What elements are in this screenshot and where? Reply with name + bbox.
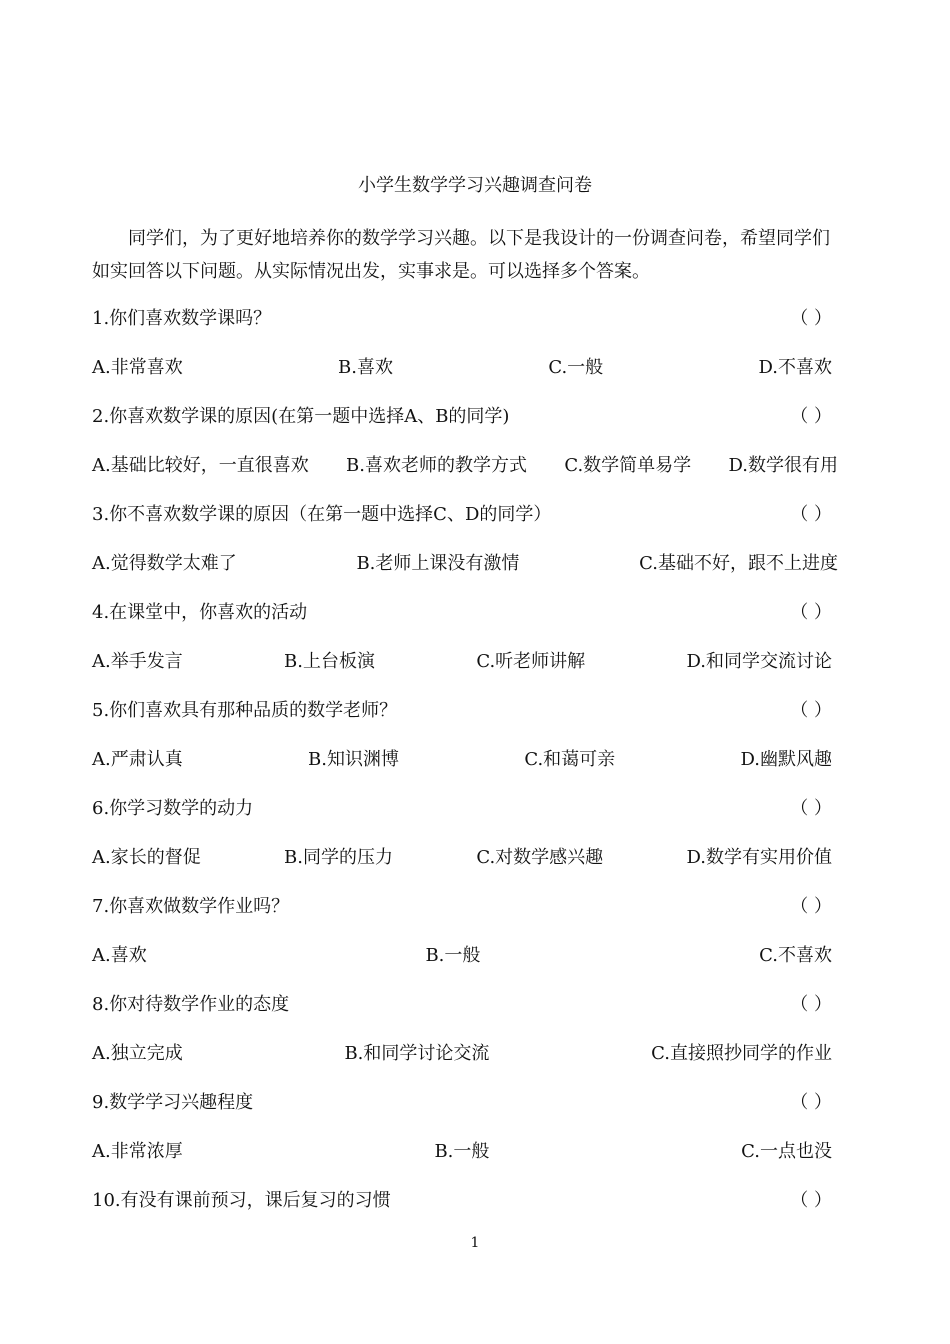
answer-blank[interactable]: （ ） <box>790 700 832 721</box>
question-row <box>92 1090 832 1116</box>
answer-blank[interactable]: （ ） <box>790 308 832 329</box>
option-item[interactable]: C.直接照抄同学的作业 <box>651 1043 832 1064</box>
option-item[interactable]: C.一点也没 <box>741 1141 832 1162</box>
question-row <box>92 698 832 724</box>
page-title: 小学生数学学习兴趣调查问卷 <box>358 175 592 196</box>
question-row <box>92 600 832 626</box>
options-row <box>92 943 832 969</box>
answer-blank[interactable]: （ ） <box>790 1190 832 1211</box>
option-item[interactable]: B.一般 <box>434 1141 490 1162</box>
question-row <box>92 796 832 822</box>
answer-blank[interactable]: （ ） <box>790 504 832 525</box>
option-item[interactable]: B.喜欢 <box>338 357 393 378</box>
option-item[interactable]: A.严肃认真 <box>92 749 183 770</box>
options-row <box>92 747 832 773</box>
question-row <box>92 502 832 528</box>
answer-blank[interactable]: （ ） <box>790 1092 832 1113</box>
options-row <box>92 1041 832 1067</box>
option-item[interactable]: B.上台板演 <box>284 651 375 672</box>
question-text: 3.你不喜欢数学课的原因（在第一题中选择C、D的同学） <box>92 504 552 525</box>
option-item[interactable]: B.一般 <box>425 945 481 966</box>
option-item[interactable]: A.家长的督促 <box>92 847 201 868</box>
option-item[interactable]: B.知识渊博 <box>308 749 399 770</box>
option-item[interactable]: C.和蔼可亲 <box>524 749 616 770</box>
options-row <box>92 551 838 577</box>
options-row <box>92 355 832 381</box>
answer-blank[interactable]: （ ） <box>790 994 832 1015</box>
option-item[interactable]: B.同学的压力 <box>284 847 393 868</box>
option-item[interactable]: A.独立完成 <box>92 1043 183 1064</box>
options-row <box>92 845 832 871</box>
option-item[interactable]: B.喜欢老师的教学方式 <box>346 455 527 476</box>
option-item[interactable]: A.非常喜欢 <box>92 357 183 378</box>
option-item[interactable]: D.幽默风趣 <box>740 749 832 770</box>
question-row <box>92 894 832 920</box>
answer-blank[interactable]: （ ） <box>790 602 832 623</box>
question-text: 2.你喜欢数学课的原因(在第一题中选择A、B的同学) <box>92 406 510 427</box>
option-item[interactable]: B.老师上课没有激情 <box>356 553 520 574</box>
question-text: 6.你学习数学的动力 <box>92 798 254 819</box>
option-item[interactable]: D.和同学交流讨论 <box>686 651 832 672</box>
question-row <box>92 1188 832 1214</box>
option-item[interactable]: D.不喜欢 <box>758 357 832 378</box>
question-text: 7.你喜欢做数学作业吗？ <box>92 896 290 917</box>
question-text: 5.你们喜欢具有那种品质的数学老师？ <box>92 700 398 721</box>
option-item[interactable]: D.数学有实用价值 <box>686 847 832 868</box>
option-item[interactable]: D.数学很有用 <box>728 455 838 476</box>
question-text: 9.数学学习兴趣程度 <box>92 1092 254 1113</box>
option-item[interactable]: A.举手发言 <box>92 651 183 672</box>
question-row <box>92 992 832 1018</box>
intro-paragraph: 同学们，为了更好地培养你的数学学习兴趣。以下是我设计的一份调查问卷，希望同学们如实回答以下问题。从实际情况出发，实事求是。可以选择多个答案。 <box>92 228 830 282</box>
option-item[interactable]: B.和同学讨论交流 <box>344 1043 490 1064</box>
option-item[interactable]: A.非常浓厚 <box>92 1141 183 1162</box>
option-item[interactable]: C.一般 <box>548 357 604 378</box>
option-item[interactable]: A.喜欢 <box>92 945 147 966</box>
option-item[interactable]: A.觉得数学太难了 <box>92 553 237 574</box>
answer-blank[interactable]: （ ） <box>790 798 832 819</box>
option-item[interactable]: A.基础比较好，一直很喜欢 <box>92 455 309 476</box>
options-row <box>92 1139 832 1165</box>
question-text: 8.你对待数学作业的态度 <box>92 994 290 1015</box>
option-item[interactable]: C.听老师讲解 <box>476 651 586 672</box>
options-row <box>92 453 838 479</box>
options-row <box>92 649 832 675</box>
question-text: 4.在课堂中，你喜欢的活动 <box>92 602 308 623</box>
page-number: 1 <box>470 1235 480 1251</box>
option-item[interactable]: C.不喜欢 <box>759 945 832 966</box>
question-text: 10.有没有课前预习，课后复习的习惯 <box>92 1190 391 1211</box>
option-item[interactable]: C.对数学感兴趣 <box>476 847 604 868</box>
option-item[interactable]: C.数学简单易学 <box>564 455 692 476</box>
question-text: 1.你们喜欢数学课吗？ <box>92 308 272 329</box>
question-row <box>92 404 832 430</box>
answer-blank[interactable]: （ ） <box>790 406 832 427</box>
answer-blank[interactable]: （ ） <box>790 896 832 917</box>
option-item[interactable]: C.基础不好，跟不上进度 <box>639 553 838 574</box>
question-row <box>92 306 832 332</box>
